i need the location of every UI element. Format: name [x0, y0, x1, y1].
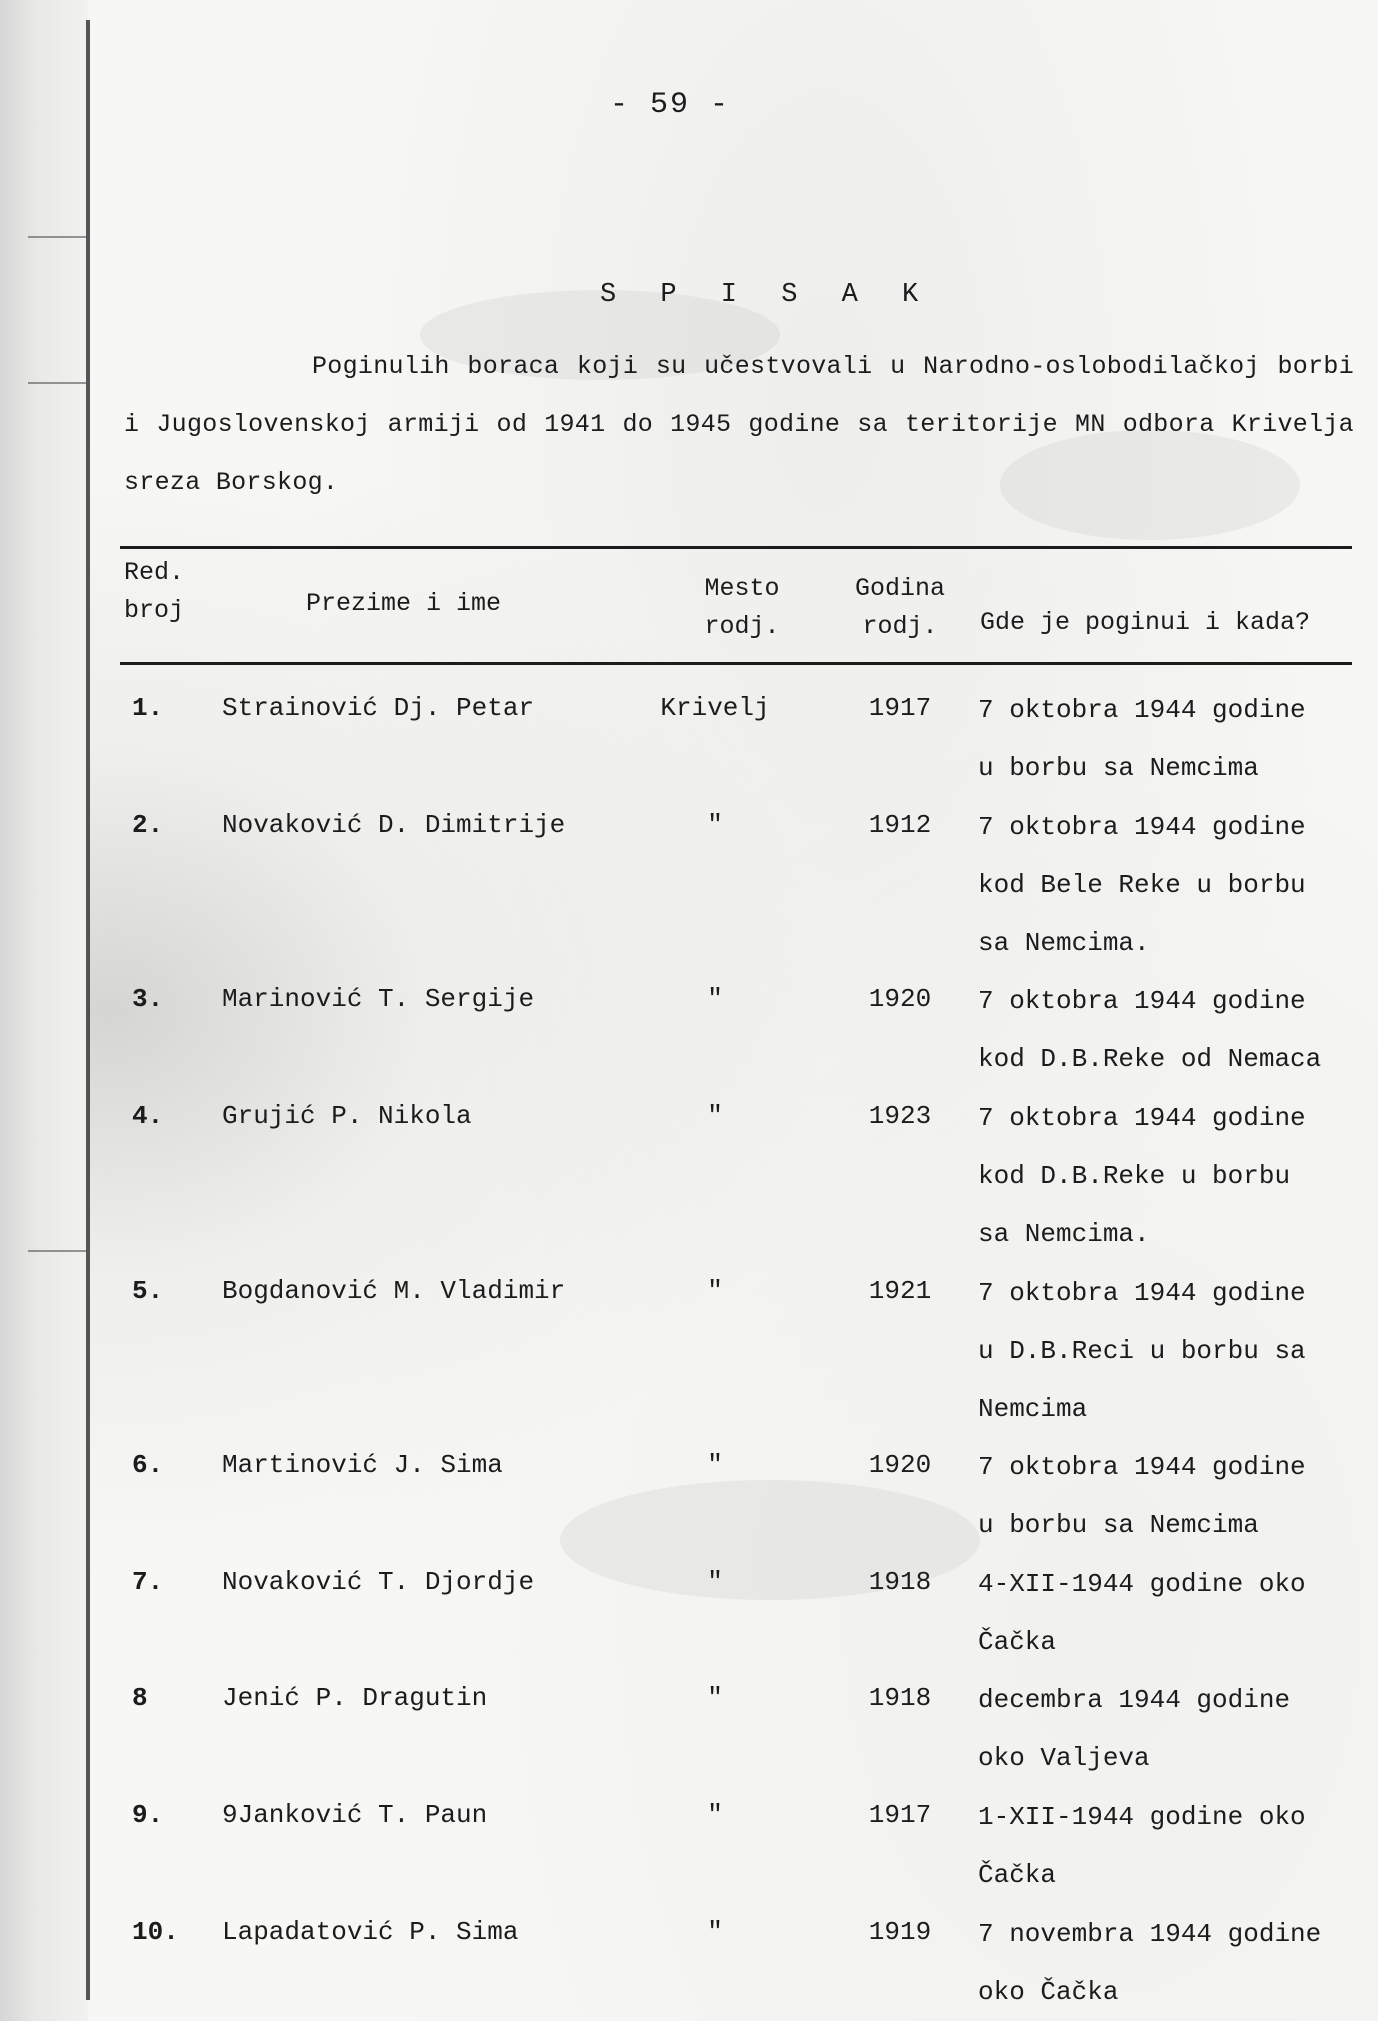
row-name: Novaković D. Dimitrije — [222, 810, 566, 840]
row-birth-year: 1918 — [868, 1567, 932, 1597]
row-death-place-line: oko Valjeva — [978, 1743, 1150, 1773]
row-name: Lapadatović P. Sima — [222, 1917, 519, 1947]
table-header-rule — [120, 662, 1352, 665]
row-number: 3. — [132, 984, 164, 1014]
row-death-place-line: 7 oktobra 1944 godine — [978, 812, 1306, 842]
row-death-place-line: Čačka — [978, 1860, 1057, 1890]
row-death-place-line: kod Bele Reke u borbu — [978, 870, 1306, 900]
row-name: 9Janković T. Paun — [222, 1800, 488, 1830]
row-name: Novaković T. Djordje — [222, 1567, 535, 1597]
row-death-place-line: u borbu sa Nemcima — [978, 1510, 1259, 1540]
row-birthplace: " — [707, 1450, 723, 1480]
row-death-place-line: sa Nemcima. — [978, 1219, 1150, 1249]
row-number: 2. — [132, 810, 164, 840]
row-number: 7. — [132, 1567, 164, 1597]
row-name: Strainović Dj. Petar — [222, 693, 535, 723]
row-birthplace: " — [707, 810, 723, 840]
row-birthplace: " — [707, 1917, 723, 1947]
row-name: Bogdanović M. Vladimir — [222, 1276, 566, 1306]
edge-tick — [28, 1250, 86, 1252]
row-death-place — [978, 1555, 1358, 1671]
row-death-place — [978, 681, 1358, 797]
row-death-place-line: decembra 1944 godine — [978, 1685, 1291, 1715]
row-birth-year: 1919 — [868, 1917, 932, 1947]
row-birth-year: 1923 — [868, 1101, 932, 1131]
page-number: - 59 - — [609, 88, 731, 122]
row-death-place-line: kod D.B.Reke od Nemaca — [978, 1044, 1322, 1074]
row-birthplace: " — [707, 984, 723, 1014]
column-header-number: Red. broj — [124, 558, 185, 625]
row-number: 10. — [132, 1917, 179, 1947]
row-death-place — [978, 1905, 1358, 2021]
row-death-place — [978, 1671, 1358, 1787]
row-death-place — [978, 972, 1358, 1088]
edge-tick — [28, 236, 86, 238]
binding-edge — [0, 0, 88, 2021]
row-number: 5. — [132, 1276, 164, 1306]
row-birthplace: " — [707, 1276, 723, 1306]
row-birthplace: " — [707, 1101, 723, 1131]
document-title: S P I S A K — [600, 280, 933, 310]
row-name: Martinović J. Sima — [222, 1450, 503, 1480]
row-birthplace: " — [707, 1567, 723, 1597]
row-birth-year: 1917 — [868, 1800, 932, 1830]
column-header-death-place: Gde je poginui i kada? — [980, 608, 1311, 637]
column-header-birth-year: Godina rodj. — [854, 574, 945, 641]
row-birthplace: " — [707, 1800, 723, 1830]
row-birthplace: " — [707, 1683, 723, 1713]
row-death-place — [978, 1788, 1358, 1904]
row-death-place-line: 7 oktobra 1944 godine — [978, 1103, 1306, 1133]
row-number: 6. — [132, 1450, 164, 1480]
row-death-place-line: Čačka — [978, 1627, 1057, 1657]
row-number: 1. — [132, 693, 164, 723]
row-birth-year: 1917 — [868, 693, 932, 723]
row-death-place-line: oko Čačka — [978, 1977, 1119, 2007]
row-death-place — [978, 1089, 1358, 1263]
column-header-birthplace: Mesto rodj. — [704, 574, 780, 641]
row-death-place-line: 7 novembra 1944 godine — [978, 1919, 1322, 1949]
intro-paragraph: Poginulih boraca koji su učestvovali u Narodno-oslobodilačkoj borbi i Jugoslovenskoj armiji od 1941 do 1945 godine sa teritorije MN odbora Krivelja sreza Borskog. — [124, 352, 1354, 497]
row-death-place-line: 1-XII-1944 godine oko — [978, 1802, 1306, 1832]
row-death-place-line: kod D.B.Reke u borbu — [978, 1161, 1291, 1191]
row-death-place-line: 4-XII-1944 godine oko — [978, 1569, 1306, 1599]
row-death-place-line: 7 oktobra 1944 godine — [978, 695, 1306, 725]
row-death-place-line: Nemcima — [978, 1394, 1088, 1424]
edge-tick — [28, 382, 86, 384]
column-header-name: Prezime i ime — [306, 589, 502, 618]
row-name: Jenić P. Dragutin — [222, 1683, 488, 1713]
row-birth-year: 1918 — [868, 1683, 932, 1713]
row-number: 9. — [132, 1800, 164, 1830]
row-birth-year: 1921 — [868, 1276, 932, 1306]
row-death-place-line: 7 oktobra 1944 godine — [978, 986, 1306, 1016]
row-birth-year: 1912 — [868, 810, 932, 840]
row-death-place-line: 7 oktobra 1944 godine — [978, 1452, 1306, 1482]
row-death-place — [978, 1264, 1358, 1438]
row-death-place-line: sa Nemcima. — [978, 928, 1150, 958]
row-death-place-line: u D.B.Reci u borbu sa — [978, 1336, 1306, 1366]
row-number: 8 — [132, 1683, 148, 1713]
row-name: Marinović T. Sergije — [222, 984, 535, 1014]
row-name: Grujić P. Nikola — [222, 1101, 472, 1131]
row-birthplace: Krivelj — [660, 693, 770, 723]
binding-line — [86, 20, 90, 2000]
row-death-place — [978, 798, 1358, 972]
row-death-place-line: 7 oktobra 1944 godine — [978, 1278, 1306, 1308]
row-death-place — [978, 1438, 1358, 1554]
row-number: 4. — [132, 1101, 164, 1131]
row-birth-year: 1920 — [868, 1450, 932, 1480]
row-death-place-line: u borbu sa Nemcima — [978, 753, 1259, 783]
table-top-rule — [120, 546, 1352, 549]
row-birth-year: 1920 — [868, 984, 932, 1014]
